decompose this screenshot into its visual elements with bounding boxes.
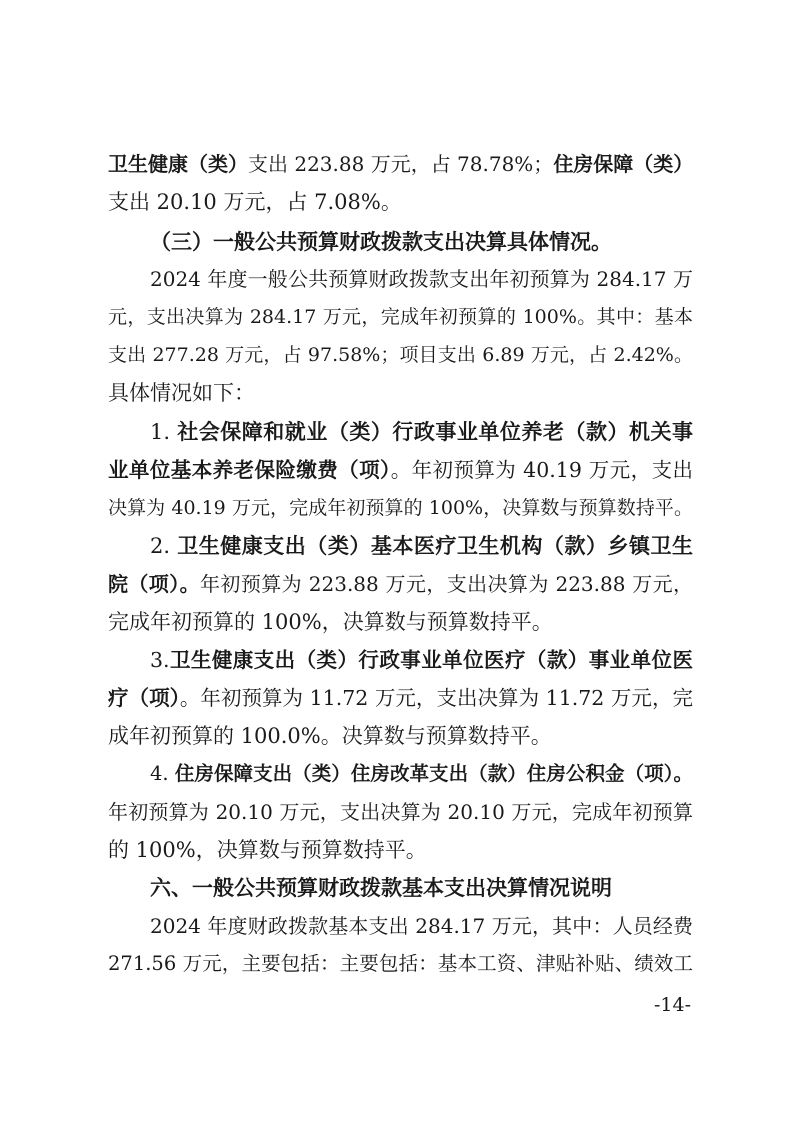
item-2-line-2: 院（项）。年初预算为 223.88 万元，支出决算为 223.88 万元， — [108, 572, 693, 596]
item-2-line-1: 2. 卫生健康支出（类）基本医疗卫生机构（款）乡镇卫生 — [150, 534, 693, 558]
item-3-line-3: 成年初预算的 100.0%。决算数与预算数持平。 — [108, 724, 552, 748]
text-line-1: 卫生健康（类）支出 223.88 万元，占 78.78%；住房保障（类） — [108, 152, 693, 176]
item-2-line-3: 完成年初预算的 100%，决算数与预算数持平。 — [108, 610, 553, 634]
text-line-7: 具体情况如下： — [108, 381, 255, 405]
text-line-4: 2024 年度一般公共预算财政拨款支出年初预算为 284.17 万 — [150, 267, 693, 291]
section-heading-six: 六、一般公共预算财政拨款基本支出决算情况说明 — [150, 876, 612, 900]
text-line-21: 2024 年度财政拨款基本支出 284.17 万元，其中：人员经费 — [150, 914, 693, 938]
text-line-22: 271.56 万元，主要包括：主要包括：基本工资、津贴补贴、绩效工 — [108, 952, 693, 975]
item-1-line-2: 业单位基本养老保险缴费（项）。年初预算为 40.19 万元，支出 — [108, 458, 693, 482]
text-line-2: 支出 20.10 万元，占 7.08%。 — [108, 190, 402, 214]
text-line-6: 支出 277.28 万元，占 97.58%；项目支出 6.89 万元，占 2.42%。 — [108, 344, 693, 366]
section-heading-3: （三）一般公共预算财政拨款支出决算具体情况。 — [150, 230, 612, 254]
text-line-5: 元，支出决算为 284.17 万元，完成年初预算的 100%。其中：基本 — [108, 306, 693, 328]
page-number: -14- — [653, 994, 691, 1016]
item-1-line-3: 决算为 40.19 万元，完成年初预算的 100%，决算数与预算数持平。 — [108, 497, 693, 519]
item-1-line-1: 1. 社会保障和就业（类）行政事业单位养老（款）机关事 — [150, 420, 693, 444]
item-4-line-2: 年初预算为 20.10 万元，支出决算为 20.10 万元，完成年初预算 — [108, 800, 693, 824]
item-3-line-2: 疗（项）。年初预算为 11.72 万元，支出决算为 11.72 万元，完 — [108, 686, 693, 710]
item-4-line-1: 4. 住房保障支出（类）住房改革支出（款）住房公积金（项）。 — [150, 762, 693, 785]
item-4-line-3: 的 100%，决算数与预算数持平。 — [108, 838, 427, 862]
item-3-line-1: 3.卫生健康支出（类）行政事业单位医疗（款）事业单位医 — [150, 648, 693, 672]
